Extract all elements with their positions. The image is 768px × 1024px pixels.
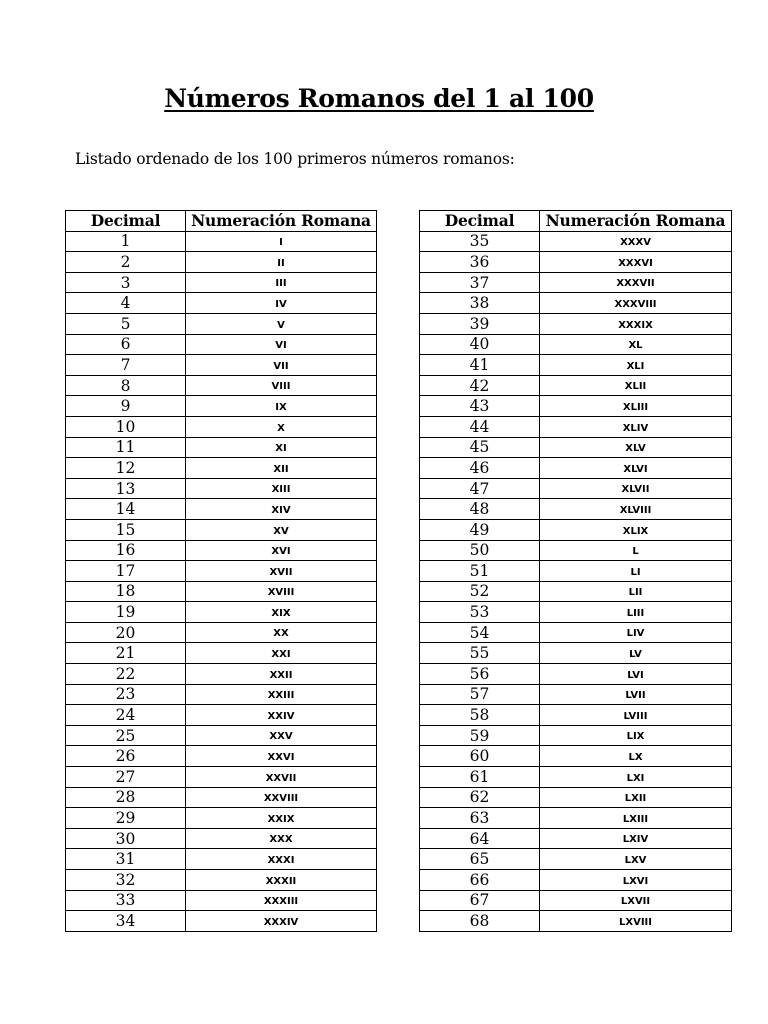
table-row bbox=[66, 252, 377, 273]
roman-table-right bbox=[419, 210, 732, 932]
decimal-cell: 23 bbox=[66, 684, 186, 705]
roman-cell: LXIV bbox=[540, 828, 732, 849]
roman-cell: LXII bbox=[540, 787, 732, 808]
roman-cell: XXXVI bbox=[540, 252, 732, 273]
table-row bbox=[420, 458, 732, 479]
roman-cell: XXII bbox=[186, 664, 377, 685]
decimal-cell: 30 bbox=[66, 828, 186, 849]
decimal-cell: 6 bbox=[66, 334, 186, 355]
roman-cell: XX bbox=[186, 622, 377, 643]
roman-cell: XLI bbox=[540, 355, 732, 376]
roman-cell: VII bbox=[186, 355, 377, 376]
table-row bbox=[66, 396, 377, 417]
table-row bbox=[66, 705, 377, 726]
table-row bbox=[66, 664, 377, 685]
table-row bbox=[420, 643, 732, 664]
roman-cell: XXXIX bbox=[540, 313, 732, 334]
roman-cell: LV bbox=[540, 643, 732, 664]
decimal-cell: 31 bbox=[66, 849, 186, 870]
table-row bbox=[66, 890, 377, 911]
roman-cell: XXVI bbox=[186, 746, 377, 767]
roman-cell: XXXIII bbox=[186, 890, 377, 911]
table-row bbox=[420, 416, 732, 437]
decimal-cell: 68 bbox=[420, 911, 540, 932]
roman-cell: XXXVII bbox=[540, 272, 732, 293]
roman-cell: IX bbox=[186, 396, 377, 417]
roman-cell: V bbox=[186, 313, 377, 334]
table-row bbox=[420, 396, 732, 417]
decimal-cell: 62 bbox=[420, 787, 540, 808]
roman-cell: LXVIII bbox=[540, 911, 732, 932]
decimal-cell: 15 bbox=[66, 519, 186, 540]
header-roman: Numeración Romana bbox=[186, 211, 377, 232]
roman-cell: XXXVIII bbox=[540, 293, 732, 314]
table-row bbox=[420, 581, 732, 602]
table-row bbox=[66, 334, 377, 355]
table-row bbox=[420, 231, 732, 252]
table-row bbox=[420, 272, 732, 293]
roman-cell: IV bbox=[186, 293, 377, 314]
table-row bbox=[66, 293, 377, 314]
roman-cell: LXV bbox=[540, 849, 732, 870]
header-decimal: Decimal bbox=[420, 211, 540, 232]
roman-cell: L bbox=[540, 540, 732, 561]
table-row bbox=[66, 540, 377, 561]
decimal-cell: 2 bbox=[66, 252, 186, 273]
roman-table-left bbox=[65, 210, 377, 932]
decimal-cell: 7 bbox=[66, 355, 186, 376]
decimal-cell: 41 bbox=[420, 355, 540, 376]
decimal-cell: 26 bbox=[66, 746, 186, 767]
table-row bbox=[420, 787, 732, 808]
decimal-cell: 66 bbox=[420, 870, 540, 891]
table-row bbox=[420, 602, 732, 623]
header-roman: Numeración Romana bbox=[540, 211, 732, 232]
roman-cell: XLV bbox=[540, 437, 732, 458]
decimal-cell: 20 bbox=[66, 622, 186, 643]
table-row bbox=[66, 458, 377, 479]
decimal-cell: 58 bbox=[420, 705, 540, 726]
roman-cell: XV bbox=[186, 519, 377, 540]
table-row bbox=[420, 664, 732, 685]
roman-cell: II bbox=[186, 252, 377, 273]
roman-cell: XXV bbox=[186, 725, 377, 746]
roman-cell: XII bbox=[186, 458, 377, 479]
page-title: Números Romanos del 1 al 100 bbox=[164, 84, 594, 113]
table-row bbox=[420, 684, 732, 705]
decimal-cell: 17 bbox=[66, 561, 186, 582]
decimal-cell: 59 bbox=[420, 725, 540, 746]
roman-cell: LXVI bbox=[540, 870, 732, 891]
roman-cell: XLIX bbox=[540, 519, 732, 540]
table-row bbox=[420, 355, 732, 376]
table-row bbox=[66, 519, 377, 540]
roman-cell: LVII bbox=[540, 684, 732, 705]
table-row bbox=[66, 746, 377, 767]
header-decimal: Decimal bbox=[66, 211, 186, 232]
decimal-cell: 42 bbox=[420, 375, 540, 396]
table-row bbox=[66, 416, 377, 437]
decimal-cell: 34 bbox=[66, 911, 186, 932]
table-row bbox=[66, 911, 377, 932]
roman-cell: XXIV bbox=[186, 705, 377, 726]
decimal-cell: 39 bbox=[420, 313, 540, 334]
roman-cell: LI bbox=[540, 561, 732, 582]
decimal-cell: 21 bbox=[66, 643, 186, 664]
table-row bbox=[420, 313, 732, 334]
decimal-cell: 33 bbox=[66, 890, 186, 911]
decimal-cell: 57 bbox=[420, 684, 540, 705]
roman-cell: XVIII bbox=[186, 581, 377, 602]
table-row bbox=[66, 581, 377, 602]
roman-cell: XXI bbox=[186, 643, 377, 664]
decimal-cell: 48 bbox=[420, 499, 540, 520]
roman-cell: LIV bbox=[540, 622, 732, 643]
table-row bbox=[420, 746, 732, 767]
decimal-cell: 37 bbox=[420, 272, 540, 293]
decimal-cell: 16 bbox=[66, 540, 186, 561]
decimal-cell: 4 bbox=[66, 293, 186, 314]
decimal-cell: 38 bbox=[420, 293, 540, 314]
roman-cell: LIII bbox=[540, 602, 732, 623]
table-row bbox=[420, 828, 732, 849]
table-row bbox=[420, 622, 732, 643]
decimal-cell: 46 bbox=[420, 458, 540, 479]
table-row bbox=[420, 293, 732, 314]
table-row bbox=[420, 705, 732, 726]
roman-cell: XIV bbox=[186, 499, 377, 520]
roman-cell: XXIX bbox=[186, 808, 377, 829]
roman-cell: LVI bbox=[540, 664, 732, 685]
table-row bbox=[66, 849, 377, 870]
table-row bbox=[66, 684, 377, 705]
decimal-cell: 18 bbox=[66, 581, 186, 602]
table-row bbox=[420, 334, 732, 355]
table-row bbox=[420, 870, 732, 891]
table-row bbox=[66, 478, 377, 499]
table-row bbox=[66, 231, 377, 252]
roman-cell: LX bbox=[540, 746, 732, 767]
table-row bbox=[420, 478, 732, 499]
roman-cell: LIX bbox=[540, 725, 732, 746]
table-row bbox=[66, 499, 377, 520]
table-row bbox=[420, 519, 732, 540]
page-subtitle: Listado ordenado de los 100 primeros números romanos: bbox=[75, 150, 515, 168]
table-row bbox=[66, 787, 377, 808]
decimal-cell: 65 bbox=[420, 849, 540, 870]
decimal-cell: 32 bbox=[66, 870, 186, 891]
decimal-cell: 12 bbox=[66, 458, 186, 479]
roman-cell: III bbox=[186, 272, 377, 293]
decimal-cell: 35 bbox=[420, 231, 540, 252]
table-row bbox=[66, 767, 377, 788]
roman-cell: XLIV bbox=[540, 416, 732, 437]
table-row bbox=[66, 828, 377, 849]
decimal-cell: 43 bbox=[420, 396, 540, 417]
decimal-cell: 13 bbox=[66, 478, 186, 499]
decimal-cell: 49 bbox=[420, 519, 540, 540]
table-row bbox=[66, 272, 377, 293]
table-row bbox=[420, 808, 732, 829]
table-row bbox=[66, 561, 377, 582]
roman-cell: XXXI bbox=[186, 849, 377, 870]
roman-cell: VIII bbox=[186, 375, 377, 396]
table-row bbox=[66, 643, 377, 664]
table-row bbox=[420, 890, 732, 911]
table-header-row bbox=[420, 211, 732, 232]
roman-cell: LXIII bbox=[540, 808, 732, 829]
table-row bbox=[66, 375, 377, 396]
table-row bbox=[66, 313, 377, 334]
roman-cell: XXIII bbox=[186, 684, 377, 705]
table-body-right bbox=[420, 231, 732, 931]
table-row bbox=[420, 375, 732, 396]
decimal-cell: 50 bbox=[420, 540, 540, 561]
decimal-cell: 24 bbox=[66, 705, 186, 726]
roman-cell: XVII bbox=[186, 561, 377, 582]
roman-cell: XIX bbox=[186, 602, 377, 623]
roman-cell: XXX bbox=[186, 828, 377, 849]
roman-cell: XLVIII bbox=[540, 499, 732, 520]
decimal-cell: 9 bbox=[66, 396, 186, 417]
table-row bbox=[420, 725, 732, 746]
table-row bbox=[66, 437, 377, 458]
decimal-cell: 47 bbox=[420, 478, 540, 499]
roman-cell: XI bbox=[186, 437, 377, 458]
table-row bbox=[420, 437, 732, 458]
roman-cell: LVIII bbox=[540, 705, 732, 726]
decimal-cell: 44 bbox=[420, 416, 540, 437]
roman-cell: XVI bbox=[186, 540, 377, 561]
decimal-cell: 60 bbox=[420, 746, 540, 767]
table-header-row bbox=[66, 211, 377, 232]
decimal-cell: 40 bbox=[420, 334, 540, 355]
roman-cell: LXI bbox=[540, 767, 732, 788]
roman-cell: XLVI bbox=[540, 458, 732, 479]
decimal-cell: 11 bbox=[66, 437, 186, 458]
roman-cell: LXVII bbox=[540, 890, 732, 911]
decimal-cell: 53 bbox=[420, 602, 540, 623]
table-row bbox=[420, 252, 732, 273]
decimal-cell: 45 bbox=[420, 437, 540, 458]
table-row bbox=[66, 602, 377, 623]
decimal-cell: 29 bbox=[66, 808, 186, 829]
roman-cell: XLIII bbox=[540, 396, 732, 417]
decimal-cell: 51 bbox=[420, 561, 540, 582]
decimal-cell: 19 bbox=[66, 602, 186, 623]
decimal-cell: 8 bbox=[66, 375, 186, 396]
table-row bbox=[420, 561, 732, 582]
roman-cell: XXXII bbox=[186, 870, 377, 891]
decimal-cell: 25 bbox=[66, 725, 186, 746]
roman-cell: XIII bbox=[186, 478, 377, 499]
decimal-cell: 14 bbox=[66, 499, 186, 520]
table-row bbox=[66, 622, 377, 643]
table-row bbox=[420, 540, 732, 561]
decimal-cell: 5 bbox=[66, 313, 186, 334]
roman-cell: XLVII bbox=[540, 478, 732, 499]
decimal-cell: 64 bbox=[420, 828, 540, 849]
decimal-cell: 36 bbox=[420, 252, 540, 273]
roman-cell: XXVIII bbox=[186, 787, 377, 808]
decimal-cell: 61 bbox=[420, 767, 540, 788]
table-row bbox=[66, 355, 377, 376]
decimal-cell: 27 bbox=[66, 767, 186, 788]
table-row bbox=[420, 849, 732, 870]
table-row bbox=[66, 725, 377, 746]
decimal-cell: 10 bbox=[66, 416, 186, 437]
decimal-cell: 63 bbox=[420, 808, 540, 829]
decimal-cell: 54 bbox=[420, 622, 540, 643]
table-row bbox=[420, 911, 732, 932]
table-row bbox=[420, 499, 732, 520]
roman-cell: X bbox=[186, 416, 377, 437]
table-row bbox=[420, 767, 732, 788]
decimal-cell: 56 bbox=[420, 664, 540, 685]
decimal-cell: 28 bbox=[66, 787, 186, 808]
decimal-cell: 52 bbox=[420, 581, 540, 602]
decimal-cell: 3 bbox=[66, 272, 186, 293]
roman-cell: XXVII bbox=[186, 767, 377, 788]
roman-cell: XLII bbox=[540, 375, 732, 396]
decimal-cell: 67 bbox=[420, 890, 540, 911]
decimal-cell: 1 bbox=[66, 231, 186, 252]
roman-cell: I bbox=[186, 231, 377, 252]
decimal-cell: 55 bbox=[420, 643, 540, 664]
roman-cell: VI bbox=[186, 334, 377, 355]
roman-cell: XL bbox=[540, 334, 732, 355]
roman-cell: LII bbox=[540, 581, 732, 602]
decimal-cell: 22 bbox=[66, 664, 186, 685]
roman-cell: XXXIV bbox=[186, 911, 377, 932]
table-body-left bbox=[66, 231, 377, 931]
table-row bbox=[66, 870, 377, 891]
roman-cell: XXXV bbox=[540, 231, 732, 252]
table-row bbox=[66, 808, 377, 829]
